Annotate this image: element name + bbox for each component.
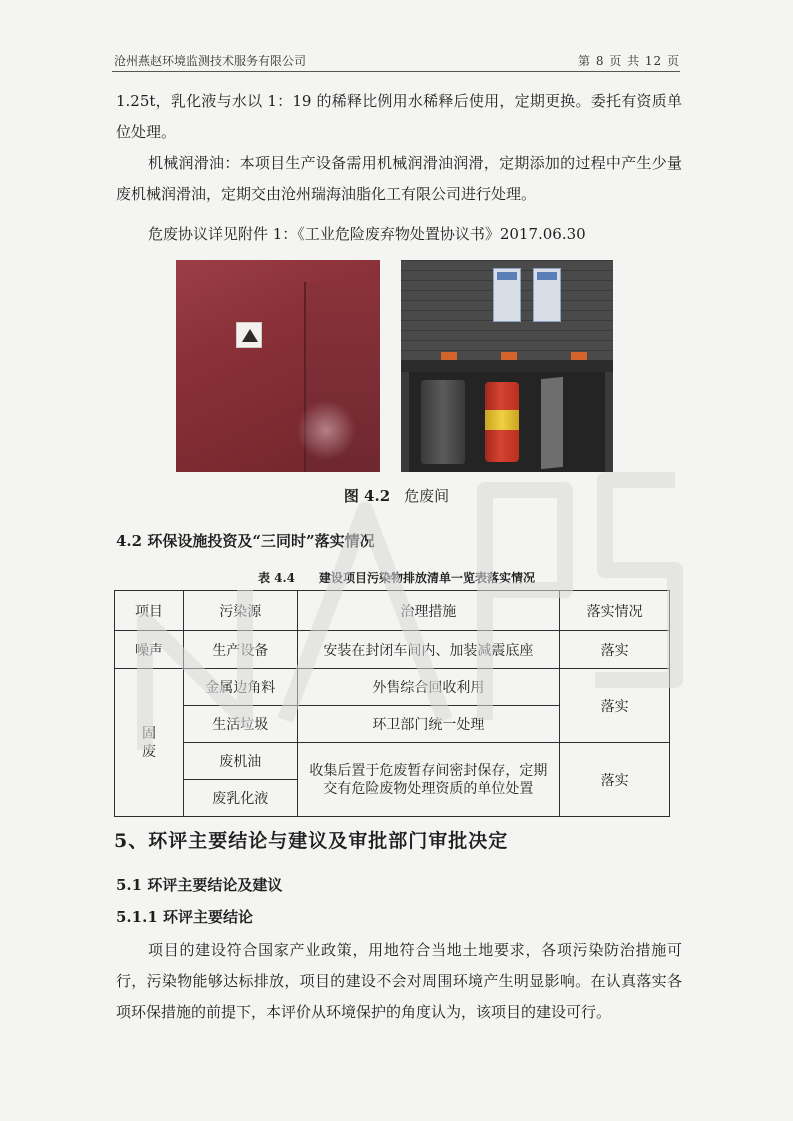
table-title: 表 4.4 建设项目污染物排放清单一览表落实情况 [257, 571, 536, 585]
cell-measure: 收集后置于危废暂存间密封保存，定期交有危险废物处理资质的单位处置 [297, 743, 560, 817]
figure-label: 图 4.2 [343, 487, 391, 505]
waste-drum [421, 380, 465, 464]
paragraph-conclusion: 项目的建设符合国家产业政策，用地符合当地土地要求，各项污染防治措施可行，污染物能够达标排放，项目的建设不会对周围环境产生明显影响。在认真落实各项环保措施的前提下，本评价从环境保护的角度认为，该项目的建设可行。 [116, 941, 682, 1021]
pollutant-table [114, 590, 670, 817]
header-status: 落实情况 [560, 591, 670, 631]
table-header-row [115, 591, 670, 631]
figure-caption [0, 485, 793, 506]
paragraph-agreement: 危废协议详见附件 1：《工业危险废弃物处置协议书》2017.06.30 [148, 225, 586, 243]
cell-status: 落实 [560, 631, 670, 669]
cell-item: 固 废 [115, 669, 184, 817]
cabinet-door [541, 377, 563, 469]
header-measure: 治理措施 [297, 591, 560, 631]
section-heading-5-1-1: 5.1.1 环评主要结论 [116, 908, 253, 926]
cell-measure: 环卫部门统一处理 [297, 706, 560, 743]
oil-barrel [485, 382, 519, 462]
shelf [401, 360, 613, 372]
header-source: 污染源 [183, 591, 297, 631]
table-row [115, 743, 670, 780]
cell-source: 废乳化液 [183, 780, 297, 817]
shelf-label [501, 352, 517, 360]
cell-item: 噪声 [115, 631, 184, 669]
section-heading-4-2: 4.2 环保设施投资及“三同时”落实情况 [116, 532, 375, 550]
header-company: 沧州燕赵环境监测技术服务有限公司 [114, 54, 307, 68]
table-row [115, 631, 670, 669]
cell-status: 落实 [560, 669, 670, 743]
page-header [112, 50, 680, 72]
cell-status: 落实 [560, 743, 670, 817]
notice-poster [533, 268, 561, 322]
shelf-label [571, 352, 587, 360]
shelf-label [441, 352, 457, 360]
paragraph-emulsion: 1.25t，乳化液与水以 1：19 的稀释比例用水稀释后使用，定期更换。委托有资质单位处理。 [116, 92, 682, 141]
light-reflection [296, 400, 356, 460]
header-page-number: 第 8 页 共 12 页 [578, 54, 680, 68]
cell-source: 生产设备 [183, 631, 297, 669]
cell-measure: 外售综合回收利用 [297, 669, 560, 706]
cell-measure: 安装在封闭车间内、加装减震底座 [297, 631, 560, 669]
header-item: 项目 [115, 591, 184, 631]
cell-source: 生活垃圾 [183, 706, 297, 743]
photo-hazardous-room-interior [401, 260, 613, 472]
cell-source: 金属边角料 [183, 669, 297, 706]
paragraph-lubricant: 机械润滑油：本项目生产设备需用机械润滑油润滑，定期添加的过程中产生少量废机械润滑油，定期交由沧州瑞海油脂化工有限公司进行处理。 [116, 154, 682, 203]
notice-poster [493, 268, 521, 322]
photo-hazardous-room-door [176, 260, 380, 472]
figure-title: 危废间 [404, 487, 450, 505]
section-heading-5-1: 5.1 环评主要结论及建议 [116, 876, 283, 894]
section-heading-5: 5、环评主要结论与建议及审批部门审批决定 [114, 830, 509, 852]
cell-source: 废机油 [183, 743, 297, 780]
table-row [115, 669, 670, 706]
warning-sign-icon [236, 322, 262, 348]
